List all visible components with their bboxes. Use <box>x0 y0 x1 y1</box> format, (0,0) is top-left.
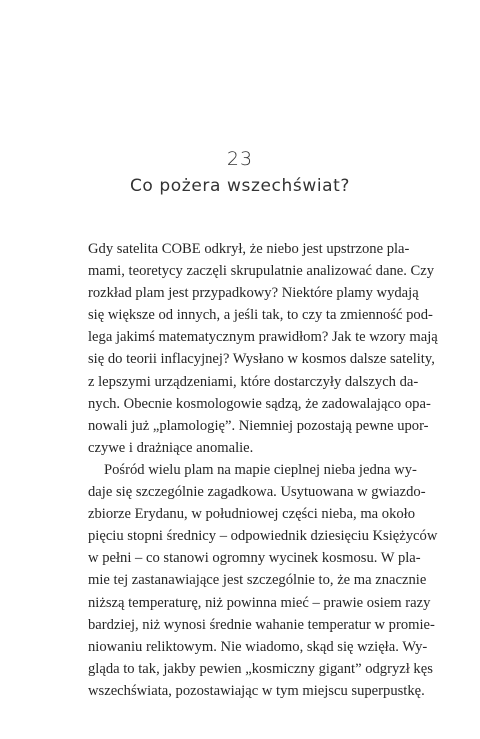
text-line: bardziej, niż wynosi średnie wahanie temperatur w promie- <box>88 616 435 633</box>
text-line: się większe od innych, a jeśli tak, to czy ta zmienność pod- <box>88 307 433 324</box>
text-line: niższą temperaturę, niż powinna mieć – prawie osiem razy <box>88 594 431 611</box>
text-line: się do teorii inflacyjnej? Wysłano w kosmos dalsze satelity, <box>88 351 435 368</box>
text-line: mami, teoretycy zaczęli skrupulatnie analizować dane. Czy <box>88 263 435 280</box>
paragraph-2 <box>88 459 438 702</box>
text-line: czywe i drażniące anomalie. <box>88 439 254 456</box>
text-line: Pośród wielu plam na mapie cieplnej nieba jedna wy- <box>104 461 417 478</box>
text-line: Gdy satelita COBE odkrył, że niebo jest upstrzone pla- <box>88 241 410 257</box>
chapter-number: 23 <box>226 148 254 170</box>
text-line: pięciu stopni średnicy – odpowiednik dziesięciu Księżyców <box>88 528 438 545</box>
text-line: rozkład plam jest przypadkowy? Niektóre plamy wydają <box>88 285 419 302</box>
paragraph-1 <box>88 238 438 459</box>
text-line: zbiorze Erydanu, w południowej części nieba, ma około <box>88 506 416 523</box>
text-line: daje się szczególnie zagadkowa. Usytuowana w gwiazdo- <box>88 484 426 501</box>
text-line: w pełni – co stanowi ogromny wycinek kosmosu. W pla- <box>88 550 421 567</box>
chapter-body <box>88 238 438 702</box>
chapter-title: Co pożera wszechświat? <box>129 176 351 196</box>
text-line: gląda to tak, jakby pewien „kosmiczny gigant” odgryzł kęs <box>88 660 433 677</box>
text-line: mie tej zastanawiające jest szczególnie to, że ma znacznie <box>88 572 427 589</box>
text-line: niowaniu reliktowym. Nie wiadomo, skąd się wzięła. Wy- <box>88 638 428 655</box>
text-line: wszechświata, pozostawiając w tym miejscu superpustkę. <box>88 682 425 699</box>
text-line: lega jakimś matematycznym prawidłom? Jak te wzory mają <box>88 329 438 346</box>
text-line: z lepszymi urządzeniami, które dostarczyły dalszych da- <box>88 373 419 390</box>
text-line: nowali już „plamologię”. Niemniej pozostają pewne upor- <box>88 417 429 434</box>
text-line: nych. Obecnie kosmologowie sądzą, że zadowalająco opa- <box>88 395 431 412</box>
